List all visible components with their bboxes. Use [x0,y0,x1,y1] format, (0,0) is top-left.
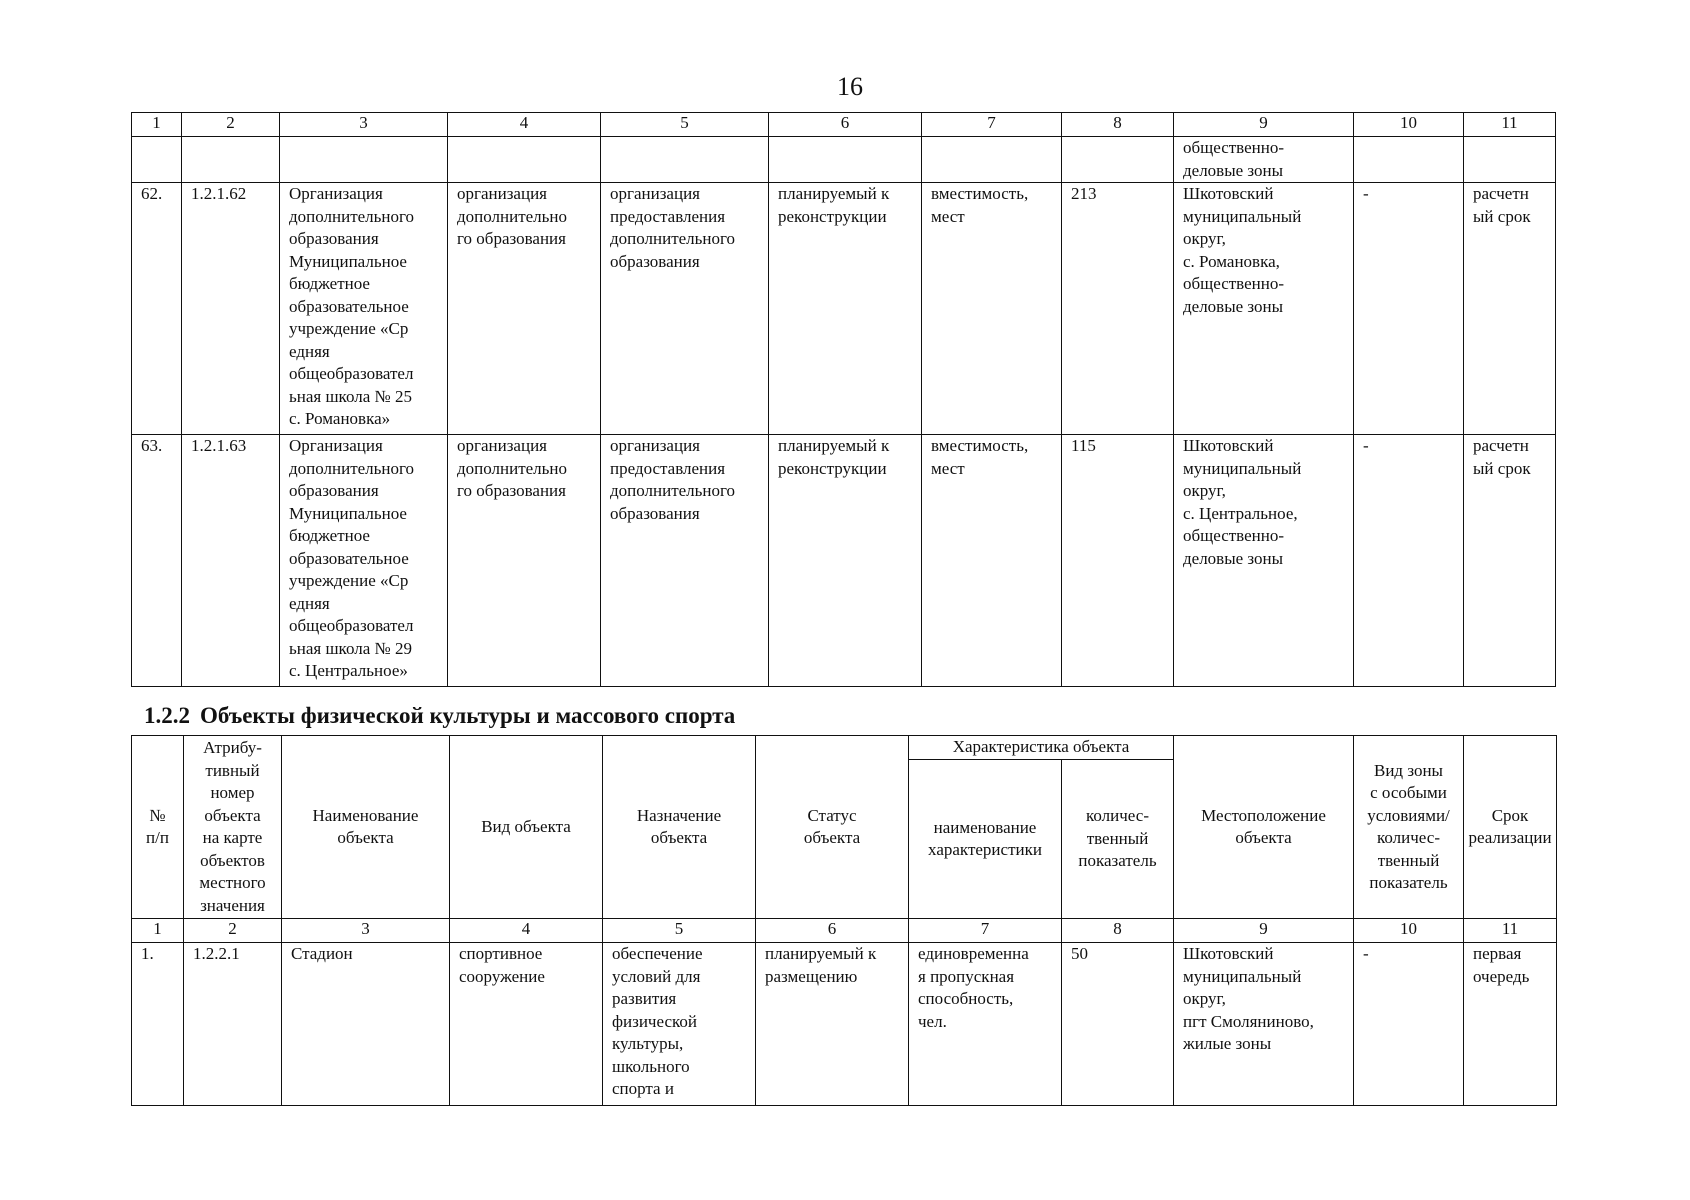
header-status: Статус объекта [756,736,909,919]
cell-characteristic-value: 213 [1062,183,1174,435]
cell-term: первая очередь [1464,943,1557,1106]
cell-characteristic-name: вместимость, мест [922,435,1062,687]
cell-number: 1. [132,943,184,1106]
col-number: 8 [1062,113,1174,137]
col-number: 1 [132,919,184,943]
cell-location: Шкотовский муниципальный округ, с. Романовка, общественно- деловые зоны [1174,183,1354,435]
cell-status: планируемый к реконструкции [769,183,922,435]
column-number-row [132,919,1557,943]
header-code: Атрибу- тивный номер объекта на карте объектов местного значения [184,736,282,919]
header-term: Срок реализации [1464,736,1557,919]
col-number: 10 [1354,919,1464,943]
header-zone: Вид зоны с особыми условиями/ количес- твенный показатель [1354,736,1464,919]
col-number: 4 [450,919,603,943]
cell-term: расчетн ый срок [1464,183,1556,435]
col-number: 11 [1464,919,1557,943]
cell-zone: - [1354,435,1464,687]
cell-purpose: организация предоставления дополнительного образования [601,435,769,687]
cell-number: 62. [132,183,182,435]
cell-purpose: организация предоставления дополнительного образования [601,183,769,435]
header-characteristic-value: количес- твенный показатель [1062,760,1174,919]
page-number: 16 [837,72,863,101]
col-number: 7 [922,113,1062,137]
header-purpose: Назначение объекта [603,736,756,919]
cell-characteristic-name: вместимость, мест [922,183,1062,435]
cell-characteristic-value: 115 [1062,435,1174,687]
col-number: 2 [182,113,280,137]
col-number: 7 [909,919,1062,943]
cell-number: 63. [132,435,182,687]
table-row [132,435,1556,687]
column-number-row [132,113,1556,137]
col-number: 5 [603,919,756,943]
header-row [132,736,1557,760]
col-number: 10 [1354,113,1464,137]
section-number: 1.2.2 [144,703,190,728]
col-number: 1 [132,113,182,137]
col-number: 4 [448,113,601,137]
cell-location: Шкотовский муниципальный округ, с. Центральное, общественно- деловые зоны [1174,435,1354,687]
cell-zone: - [1354,183,1464,435]
cell-status: планируемый к размещению [756,943,909,1106]
sports-objects-table [131,735,1557,1106]
objects-table-continued [131,112,1556,687]
cell-characteristic-name: единовременна я пропускная способность, чел. [909,943,1062,1106]
cell-code: 1.2.1.63 [182,435,280,687]
cell-code: 1.2.1.62 [182,183,280,435]
header-name: Наименование объекта [282,736,450,919]
section-title: Объекты физической культуры и массового спорта [200,703,736,728]
cell-type: организация дополнительно го образования [448,435,601,687]
cell-status: планируемый к реконструкции [769,435,922,687]
header-type: Вид объекта [450,736,603,919]
col-number: 8 [1062,919,1174,943]
cell-zone: - [1354,943,1464,1106]
table-row [132,183,1556,435]
col-number: 6 [769,113,922,137]
continuation-row [132,137,1556,183]
cell-purpose: обеспечение условий для развития физической культуры, школьного спорта и [603,943,756,1106]
table-row [132,943,1557,1106]
col-number: 9 [1174,919,1354,943]
header-characteristic-group: Характеристика объекта [909,736,1174,760]
cell-term: расчетн ый срок [1464,435,1556,687]
cell-code: 1.2.2.1 [184,943,282,1106]
section-heading [144,702,735,730]
col-number: 3 [282,919,450,943]
col-number: 5 [601,113,769,137]
header-location: Местоположение объекта [1174,736,1354,919]
cell-location: общественно- деловые зоны [1174,137,1354,183]
header-number: № п/п [132,736,184,919]
cell-type: спортивное сооружение [450,943,603,1106]
cell-characteristic-value: 50 [1062,943,1174,1106]
cell-name: Организация дополнительного образования Муниципальное бюджетное образовательное учреждение «Ср едняя общеобразовател ьная школа № 25 с. Романовка» [280,183,448,435]
cell-name: Стадион [282,943,450,1106]
col-number: 11 [1464,113,1556,137]
col-number: 3 [280,113,448,137]
cell-type: организация дополнительно го образования [448,183,601,435]
col-number: 6 [756,919,909,943]
col-number: 9 [1174,113,1354,137]
cell-name: Организация дополнительного образования Муниципальное бюджетное образовательное учреждение «Ср едняя общеобразовател ьная школа № 29 с. Центральное» [280,435,448,687]
col-number: 2 [184,919,282,943]
header-characteristic-name: наименование характеристики [909,760,1062,919]
cell-location: Шкотовский муниципальный округ, пгт Смоляниново, жилые зоны [1174,943,1354,1106]
